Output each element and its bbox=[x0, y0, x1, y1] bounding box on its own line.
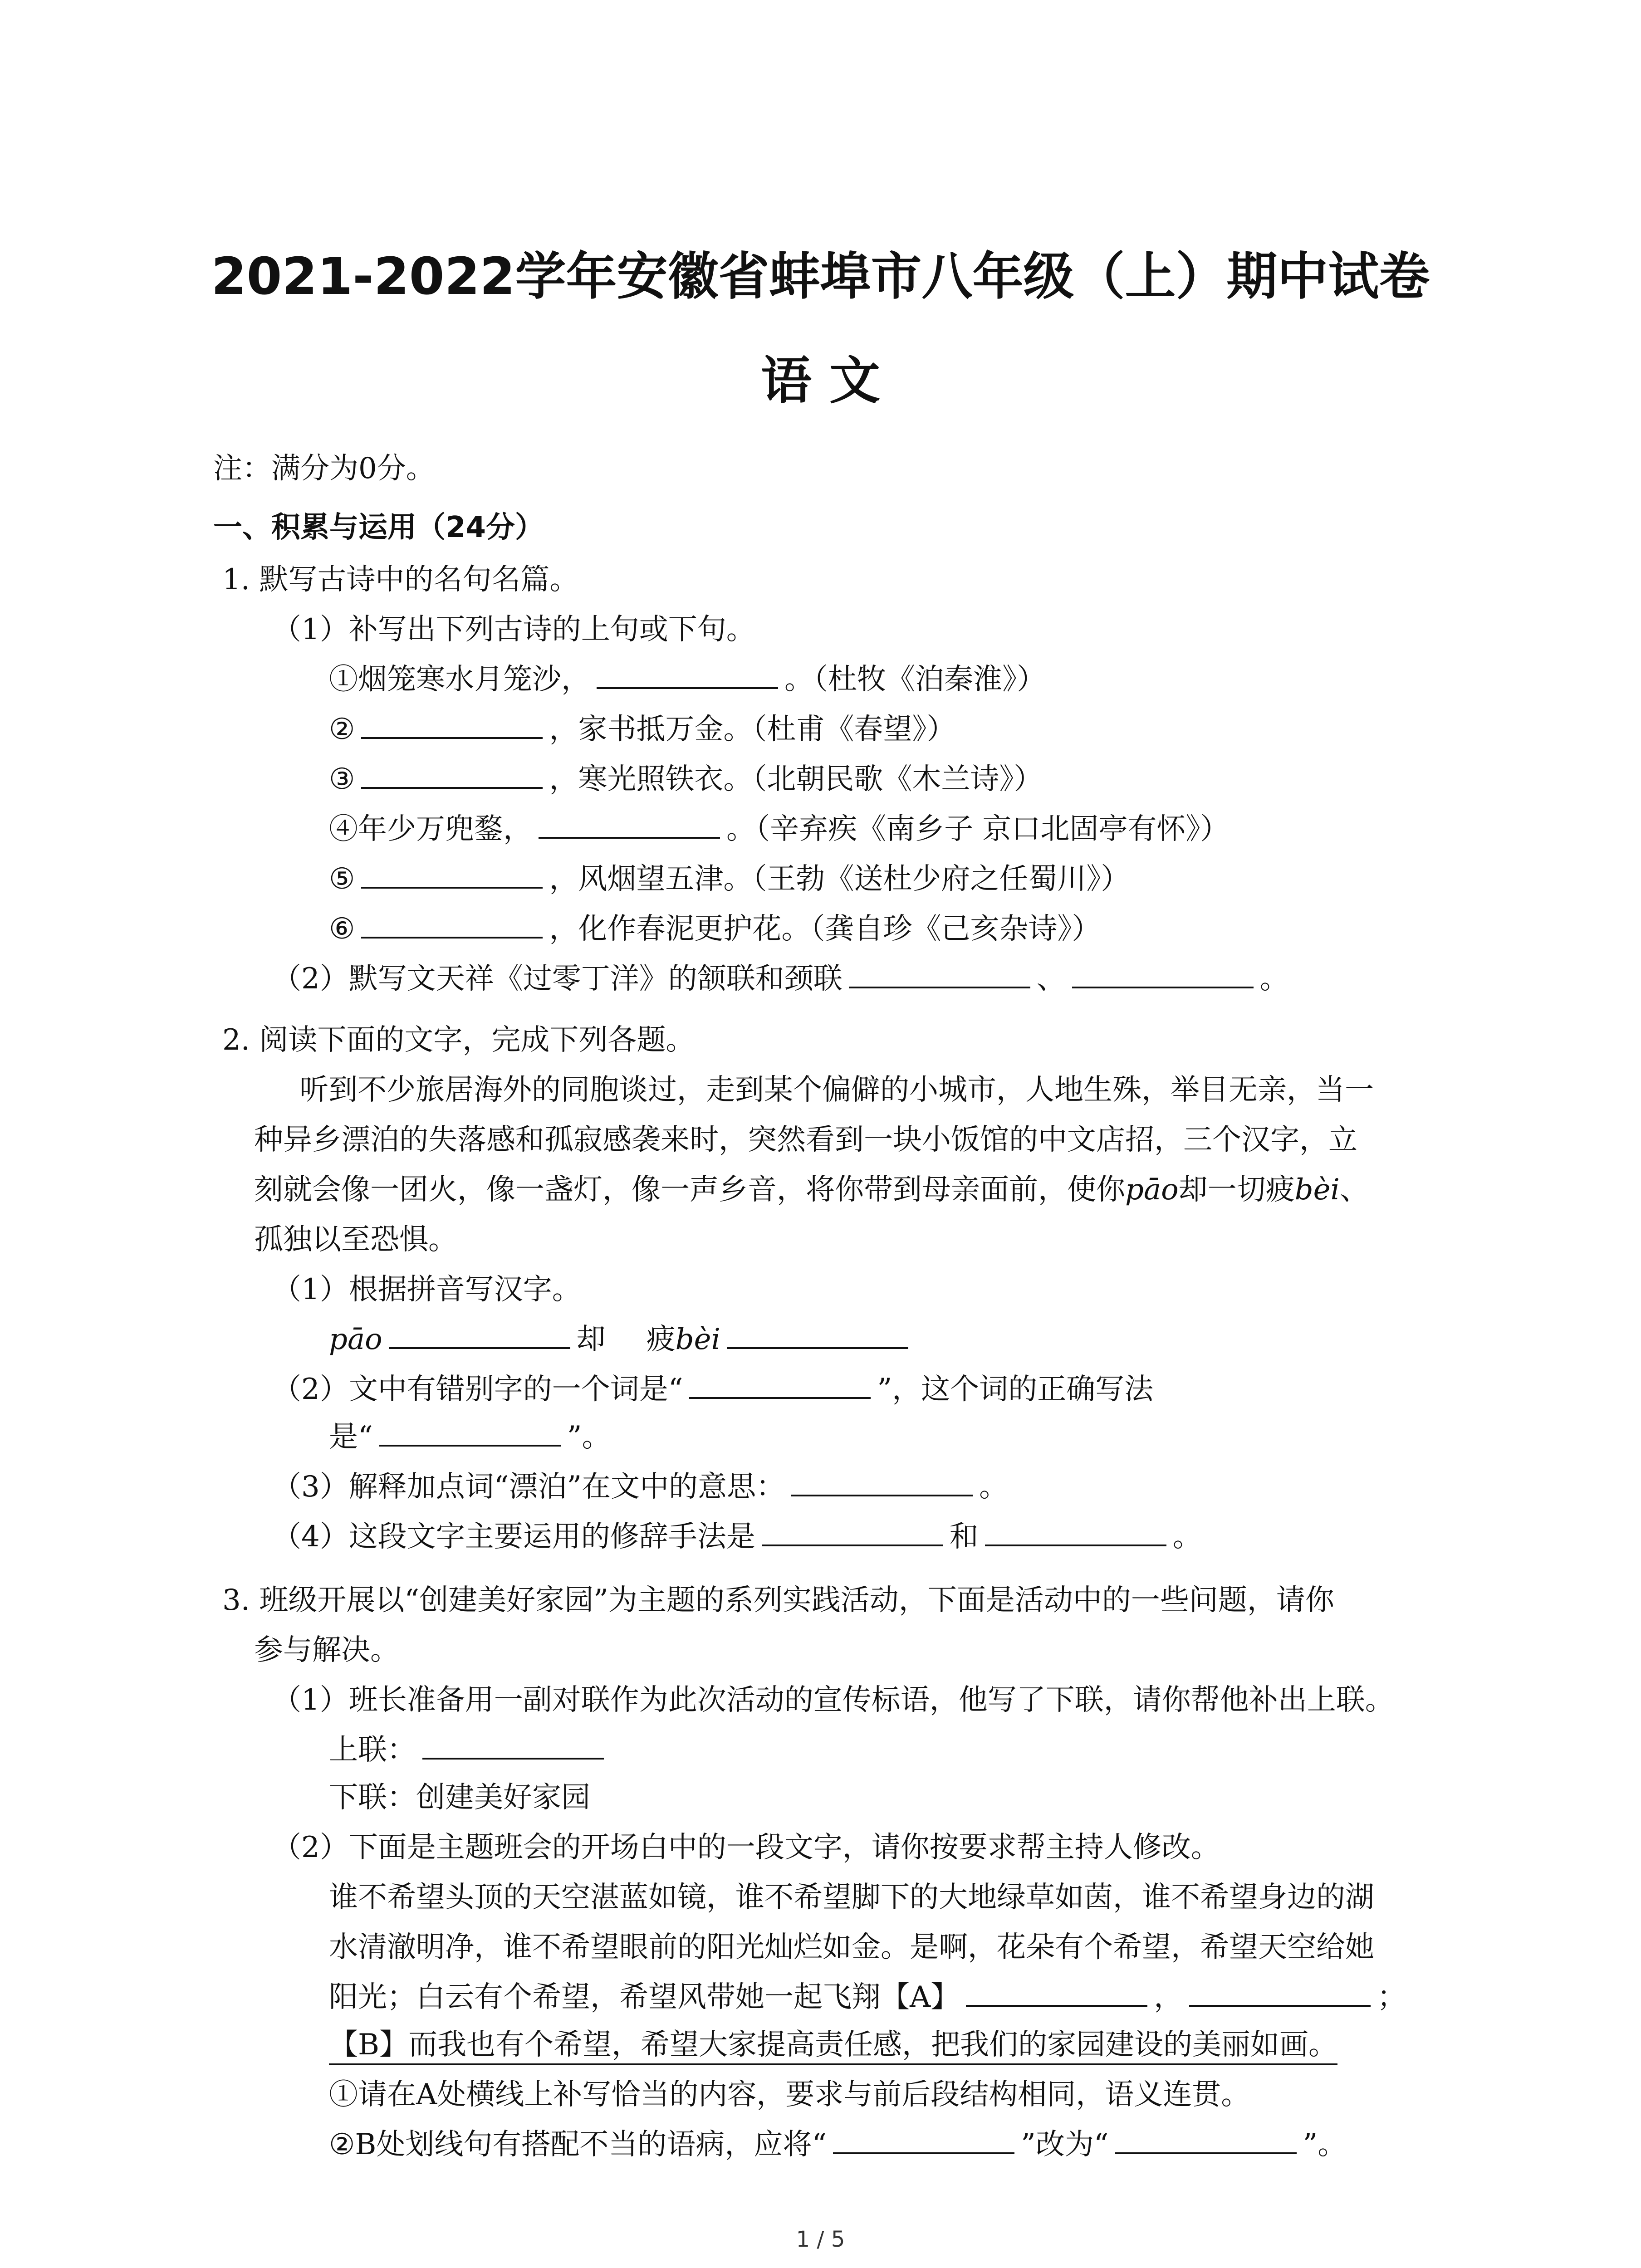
answer-blank[interactable] bbox=[849, 958, 1030, 988]
q3-sub2: （2）下面是主题班会的开场白中的一段文字，请你按要求帮主持人修改。 bbox=[272, 1831, 1220, 1864]
page-number: 1 / 5 bbox=[796, 2227, 845, 2252]
q2-sub2-line2-pre: 是“ bbox=[329, 1420, 373, 1454]
exam-title: 2021-2022学年安徽省蚌埠市八年级（上）期中试卷 bbox=[211, 247, 1430, 306]
answer-blank[interactable] bbox=[727, 1318, 908, 1349]
q2-sub2-line2-post: ”。 bbox=[567, 1420, 611, 1454]
q2-sub3-post: 。 bbox=[979, 1470, 1009, 1504]
q3-task-2-pre: ②B处划线句有搭配不当的语病，应将“ bbox=[329, 2128, 827, 2161]
answer-blank[interactable] bbox=[985, 1515, 1166, 1546]
q1-sub2-mid: 、 bbox=[1036, 962, 1066, 996]
upper-couplet-label: 上联： bbox=[329, 1733, 416, 1767]
q1-item-1 bbox=[329, 658, 1046, 701]
q2-passage-line-4: 孤独以至恐惧。 bbox=[254, 1223, 457, 1256]
q1-item-3-pre: ③ bbox=[329, 763, 355, 796]
pinyin-pao: pāo bbox=[329, 1323, 382, 1356]
q2-passage-text: 、 bbox=[1339, 1173, 1369, 1207]
q3-para-text: ； bbox=[1377, 1980, 1406, 2014]
q3-para-line-4 bbox=[329, 2023, 1337, 2067]
answer-blank[interactable] bbox=[762, 1515, 943, 1546]
answer-blank[interactable] bbox=[689, 1368, 871, 1399]
score-note: 注：满分为0分。 bbox=[213, 452, 435, 485]
q2-sub4 bbox=[272, 1515, 1202, 1559]
pinyin-bei: bèi bbox=[1294, 1173, 1340, 1207]
answer-blank[interactable] bbox=[1115, 2123, 1297, 2154]
q2-sub2-post: ”，这个词的正确写法 bbox=[877, 1373, 1154, 1406]
q2-sub3 bbox=[272, 1465, 1008, 1509]
pinyin-pao: pāo bbox=[1125, 1173, 1179, 1207]
q2-sub1-blanks bbox=[329, 1318, 915, 1361]
q3-task-2 bbox=[329, 2123, 1347, 2166]
q3-lower-couplet: 下联：创建美好家园 bbox=[329, 1781, 590, 1814]
q3-task-1: ①请在A处横线上补写恰当的内容，要求与前后段结构相同，语义连贯。 bbox=[329, 2078, 1250, 2112]
q2-sub4-mid: 和 bbox=[949, 1520, 979, 1554]
q1-item-4-post: 。（辛弃疾《南乡子 京口北固亭有怀》） bbox=[726, 812, 1230, 846]
q2-sub1: （1）根据拼音写汉字。 bbox=[272, 1273, 581, 1306]
q2-passage-line-2: 种异乡漂泊的失落感和孤寂感袭来时，突然看到一块小饭馆的中文店招，三个汉字，立 bbox=[254, 1123, 1357, 1157]
underlined-sentence-b: 【B】而我也有个希望，希望大家提高责任感，把我们的家园建设的美丽如画。 bbox=[329, 2028, 1337, 2065]
q1-item-5 bbox=[329, 857, 1130, 901]
q3-para-line-1: 谁不希望头顶的天空湛蓝如镜，谁不希望脚下的大地绿草如茵，谁不希望身边的湖 bbox=[329, 1881, 1374, 1914]
q2-sub3-pre: （3）解释加点词“漂泊”在文中的意思： bbox=[272, 1470, 785, 1504]
q1-sub1: （1）补写出下列古诗的上句或下句。 bbox=[272, 613, 755, 646]
q1-item-6-pre: ⑥ bbox=[329, 912, 355, 946]
answer-blank[interactable] bbox=[791, 1466, 973, 1496]
q2-sub4-post: 。 bbox=[1172, 1520, 1202, 1554]
section-heading: 一、积累与运用（24分） bbox=[213, 511, 544, 544]
q2-passage-line-3 bbox=[254, 1168, 1369, 1212]
q1-item-2-post: ，家书抵万金。（杜甫《春望》） bbox=[549, 713, 956, 746]
q2-passage-text: 却一切疲 bbox=[1178, 1173, 1295, 1207]
q3-stem-line-1: 3. 班级开展以“创建美好家园”为主题的系列实践活动，下面是活动中的一些问题，请你 bbox=[222, 1584, 1334, 1617]
q1-item-2-pre: ② bbox=[329, 713, 355, 746]
q1-item-3 bbox=[329, 758, 1043, 801]
q1-item-6 bbox=[329, 907, 1101, 951]
q1-item-2 bbox=[329, 708, 955, 751]
q1-item-4 bbox=[329, 807, 1229, 851]
answer-blank[interactable] bbox=[389, 1318, 570, 1349]
q2-sub2-pre: （2）文中有错别字的一个词是“ bbox=[272, 1373, 683, 1406]
q2-passage-line-1: 听到不少旅居海外的同胞谈过，走到某个偏僻的小城市，人地生殊，举目无亲，当一 bbox=[299, 1073, 1374, 1107]
answer-blank[interactable] bbox=[361, 908, 543, 938]
q2-sub2 bbox=[272, 1368, 1153, 1411]
q2-sub2-line2 bbox=[329, 1415, 611, 1459]
q1-item-3-post: ，寒光照铁衣。（北朝民歌《木兰诗》） bbox=[549, 763, 1043, 796]
q3-para-line-2: 水清澈明净，谁不希望眼前的阳光灿烂如金。是啊，花朵有个希望，希望天空给她 bbox=[329, 1931, 1374, 1964]
answer-blank[interactable] bbox=[1072, 958, 1254, 988]
answer-blank[interactable] bbox=[597, 658, 778, 689]
q2-passage-text: 刻就会像一团火，像一盏灯，像一声乡音，将你带到母亲面前，使你 bbox=[254, 1173, 1125, 1207]
answer-blank[interactable] bbox=[966, 1976, 1147, 2007]
q1-sub2 bbox=[272, 957, 1289, 1001]
q3-sub1: （1）班长准备用一副对联作为此次活动的宣传标语，他写了下联，请你帮他补出上联。 bbox=[272, 1683, 1394, 1717]
answer-blank[interactable] bbox=[361, 758, 543, 789]
q1-stem: 1. 默写古诗中的名句名篇。 bbox=[222, 563, 579, 596]
answer-blank[interactable] bbox=[422, 1729, 604, 1760]
answer-blank[interactable] bbox=[379, 1416, 561, 1447]
answer-blank[interactable] bbox=[361, 708, 543, 739]
q2-sub4-pre: （4）这段文字主要运用的修辞手法是 bbox=[272, 1520, 755, 1554]
q3-para-text: 阳光；白云有个希望，希望风带她一起飞翔【A】 bbox=[329, 1980, 960, 2014]
q1-item-6-post: ，化作春泥更护花。（龚自珍《己亥杂诗》） bbox=[549, 912, 1101, 946]
q1-item-5-post: ，风烟望五津。（王勃《送杜少府之任蜀川》） bbox=[549, 862, 1130, 896]
q1-item-1-post: 。（杜牧《泊秦淮》） bbox=[784, 663, 1046, 696]
pinyin-bei: bèi bbox=[675, 1323, 720, 1356]
answer-blank[interactable] bbox=[361, 858, 543, 889]
answer-blank[interactable] bbox=[539, 808, 720, 839]
q1-item-1-pre: ①烟笼寒水月笼沙， bbox=[329, 663, 590, 696]
char-pi: 疲 bbox=[646, 1323, 676, 1356]
q3-upper-couplet bbox=[329, 1728, 610, 1772]
q1-item-4-pre: ④年少万兜鍪， bbox=[329, 812, 532, 846]
q1-item-5-pre: ⑤ bbox=[329, 862, 355, 896]
q3-stem-line-2: 参与解决。 bbox=[254, 1633, 399, 1667]
answer-blank[interactable] bbox=[833, 2123, 1014, 2154]
q3-task-2-mid: ”改为“ bbox=[1021, 2128, 1109, 2161]
q3-para-text: ， bbox=[1154, 1980, 1183, 2014]
answer-blank[interactable] bbox=[1189, 1976, 1371, 2007]
exam-subject: 语 文 bbox=[761, 352, 880, 411]
q3-para-line-3 bbox=[329, 1975, 1406, 2019]
q2-stem: 2. 阅读下面的文字，完成下列各题。 bbox=[222, 1023, 695, 1057]
q1-sub2-post: 。 bbox=[1259, 962, 1289, 996]
q3-task-2-post: ”。 bbox=[1303, 2128, 1347, 2161]
char-que: 却 bbox=[576, 1323, 606, 1356]
q1-sub2-pre: （2）默写文天祥《过零丁洋》的颔联和颈联 bbox=[272, 962, 843, 996]
